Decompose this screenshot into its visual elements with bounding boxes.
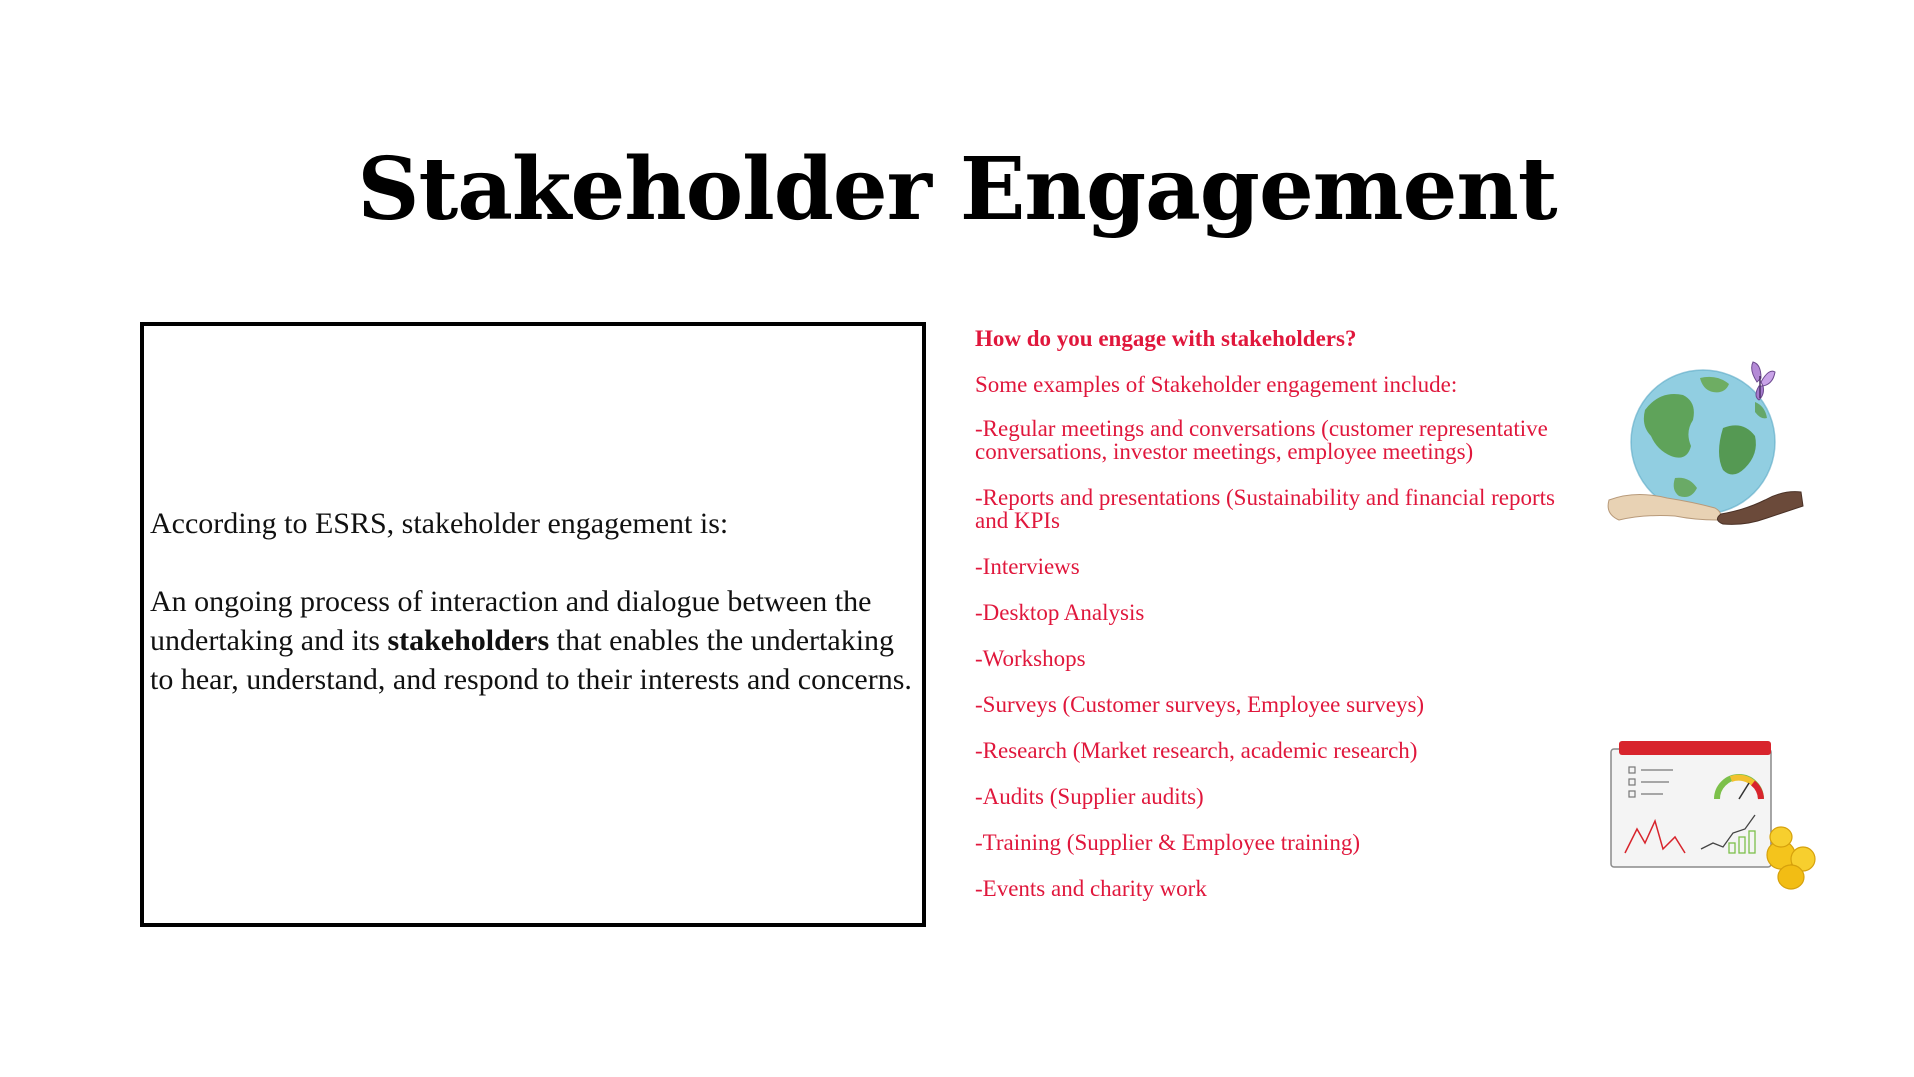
dashboard-icon — [1605, 733, 1830, 893]
definition-box — [140, 322, 926, 927]
dashboard-coins-illustration — [1605, 733, 1830, 893]
example-item: -Surveys (Customer surveys, Employee surveys) — [975, 692, 1425, 717]
definition-text — [150, 504, 920, 699]
definition-intro: According to ESRS, stakeholder engagement is: — [150, 507, 729, 540]
example-item: -Regular meetings and conversations (customer representative conversations, investor meetings, employee meetings) — [975, 416, 1548, 464]
example-item: -Desktop Analysis — [975, 600, 1145, 625]
definition-body-end: that enables the undertaking to hear, understand, and respond to their interests and concerns. — [150, 624, 912, 696]
slide-title: Stakeholder Engagement — [357, 139, 1557, 240]
example-item: -Research (Market research, academic research) — [975, 738, 1418, 763]
engagement-examples — [975, 325, 1575, 900]
engagement-intro: Some examples of Stakeholder engagement include: — [975, 372, 1458, 397]
definition-body — [150, 582, 920, 699]
example-item: -Audits (Supplier audits) — [975, 784, 1204, 809]
example-item: -Interviews — [975, 554, 1080, 579]
example-item: -Training (Supplier & Employee training) — [975, 830, 1360, 855]
definition-body-bold: stakeholders — [387, 624, 550, 657]
globe-hands-illustration — [1605, 350, 1805, 540]
globe-icon — [1605, 350, 1805, 540]
example-item: -Workshops — [975, 646, 1086, 671]
example-item: -Events and charity work — [975, 876, 1207, 901]
engagement-question: How do you engage with stakeholders? — [975, 326, 1357, 351]
definition-body-start: An ongoing process of interaction and dialogue between the undertaking and its — [150, 585, 872, 657]
example-item: -Reports and presentations (Sustainability and financial reports and KPIs — [975, 485, 1555, 533]
